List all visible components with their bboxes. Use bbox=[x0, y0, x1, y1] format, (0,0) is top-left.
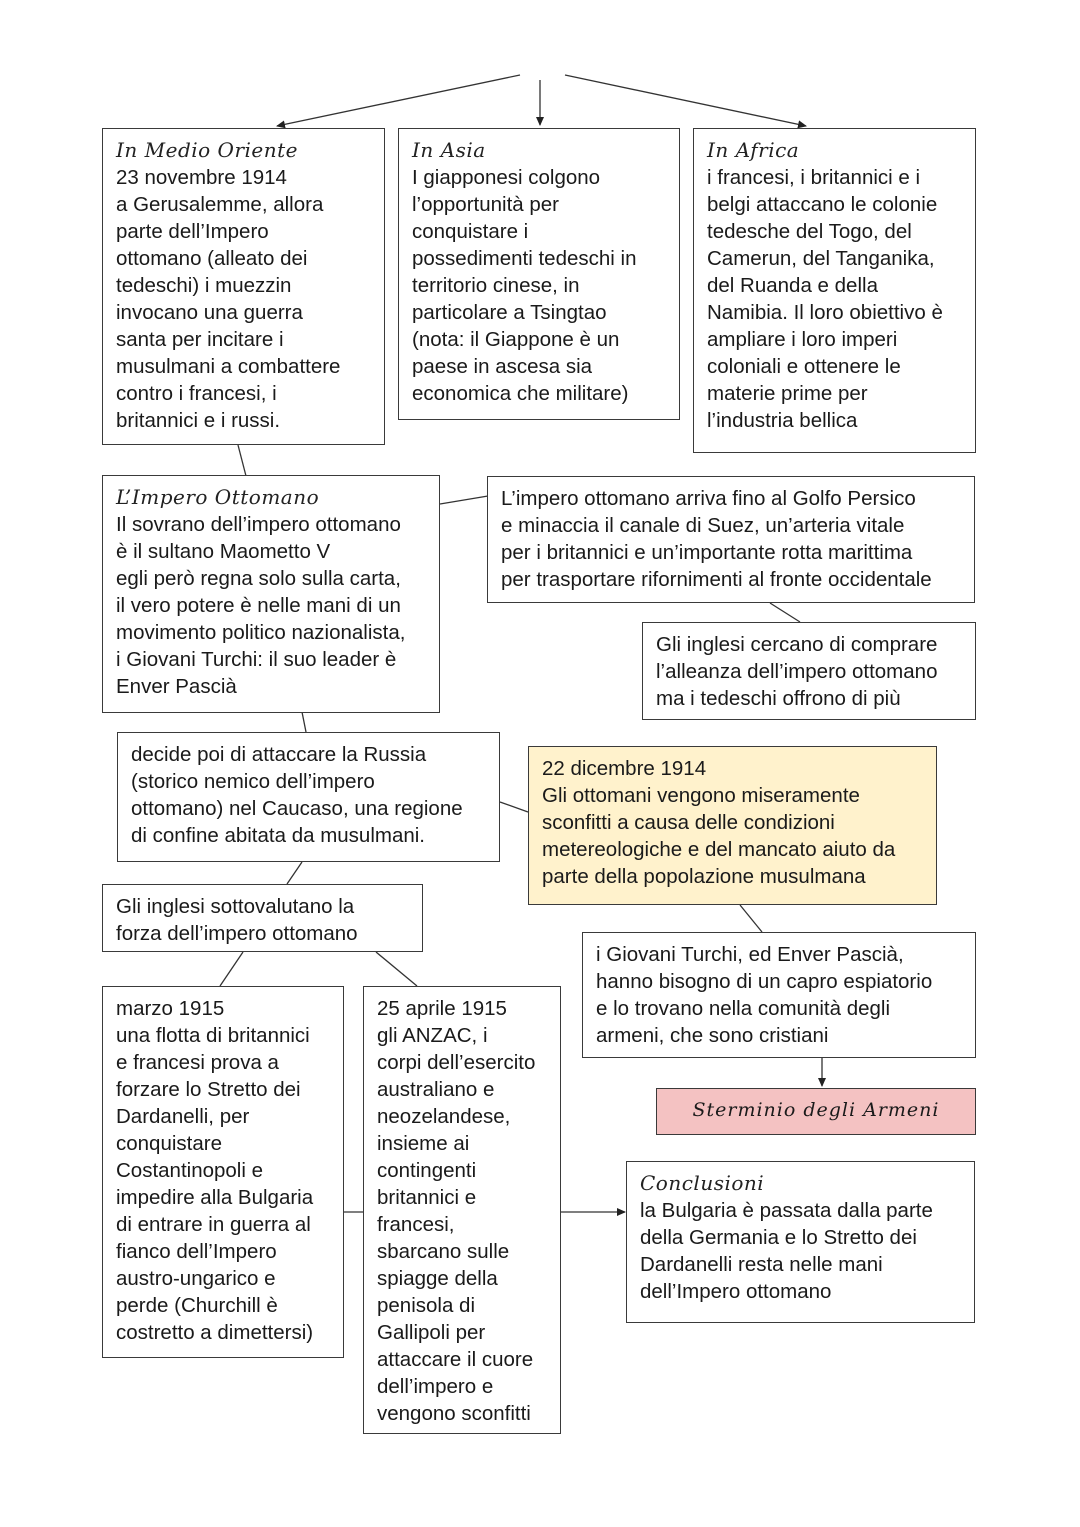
box-sottovalutano bbox=[102, 884, 423, 952]
box-golfo-persico-text: L’impero ottomano arriva fino al Golfo Persico e minaccia il canale di Suez, un’arteria vitale per i britannici e un’importante rotta marittima per trasportare rifornimenti al fronte occidentale bbox=[501, 487, 932, 591]
box-giovani-turchi-text: i Giovani Turchi, ed Enver Pascià, hanno bisogno di un capro espiatorio e lo trovano nella comunità degli armeni, che sono cristiani bbox=[596, 943, 933, 1047]
box-dicembre-1914 bbox=[528, 746, 937, 905]
box-medio-oriente-text: 23 novembre 1914 a Gerusalemme, allora parte dell’Impero ottomano (alleato dei tedeschi) i muezzin invocano una guerra santa per incitare i musulmani a combattere contro i francesi, i britannici e i russi. bbox=[116, 166, 341, 432]
line-impero-to-golfo bbox=[440, 496, 488, 504]
line-impero-to-russia bbox=[302, 712, 306, 732]
box-inglesi-comprare-text: Gli inglesi cercano di comprare l’alleanza dell’impero ottomano ma i tedeschi offrono di più bbox=[656, 633, 938, 710]
arrow-to-medio-oriente bbox=[277, 75, 520, 126]
line-russia-to-dicembre bbox=[500, 802, 528, 812]
box-sterminio-armeni-text: Sterminio degli Armeni bbox=[692, 1099, 940, 1121]
box-marzo-1915 bbox=[102, 986, 344, 1358]
box-sterminio-armeni bbox=[656, 1088, 976, 1135]
box-impero-ottomano bbox=[102, 475, 440, 713]
box-africa-title: In Africa bbox=[707, 138, 800, 162]
box-medio-oriente-title: In Medio Oriente bbox=[116, 138, 298, 162]
line-sottovalutano-to-aprile bbox=[376, 952, 417, 986]
box-aprile-1915-text: 25 aprile 1915 gli ANZAC, i corpi dell’esercito australiano e neozelandese, insieme ai contingenti britannici e francesi, sbarcano sulle spiagge della penisola di Gallipoli per attaccare il cuore dell’impero e vengono sconfitti bbox=[377, 997, 536, 1425]
box-conclusioni-title: Conclusioni bbox=[640, 1171, 765, 1195]
line-golfo-to-inglesi bbox=[770, 603, 800, 622]
arrow-to-africa bbox=[565, 75, 806, 126]
line-medio-to-impero bbox=[238, 445, 246, 476]
box-impero-ottomano-title: L’Impero Ottomano bbox=[116, 485, 320, 509]
box-medio-oriente bbox=[102, 128, 385, 445]
box-impero-ottomano-text: Il sovrano dell’impero ottomano è il sultano Maometto V egli però regna solo sulla carta, il vero potere è nelle mani di un movimento politico nazionalista, i Giovani Turchi: il suo leader è Enver Pascià bbox=[116, 513, 406, 698]
box-africa-text: i francesi, i britannici e i belgi attaccano le colonie tedesche del Togo, del Camerun, del Tanganika, del Ruanda e della Namibia. Il loro obiettivo è ampliare i loro imperi coloniali e ottenere le materie prime per l’industria bellica bbox=[707, 166, 943, 432]
box-asia bbox=[398, 128, 680, 420]
box-conclusioni-text: la Bulgaria è passata dalla parte della Germania e lo Stretto dei Dardanelli resta nelle mani dell’Impero ottomano bbox=[640, 1199, 933, 1303]
box-attaccare-russia-text: decide poi di attaccare la Russia (storico nemico dell’impero ottomano) nel Caucaso, una regione di confine abitata da musulmani. bbox=[131, 743, 463, 847]
box-asia-text: I giapponesi colgono l’opportunità per conquistare i possedimenti tedeschi in territorio cinese, in particolare a Tsingtao (nota: il Giappone è un paese in ascesa sia economica che militare) bbox=[412, 166, 637, 405]
box-golfo-persico bbox=[487, 476, 975, 603]
box-inglesi-comprare bbox=[642, 622, 976, 720]
line-sottovalutano-to-marzo bbox=[220, 952, 243, 986]
box-giovani-turchi bbox=[582, 932, 976, 1058]
box-marzo-1915-text: marzo 1915 una flotta di britannici e francesi prova a forzare lo Stretto dei Dardanelli, per conquistare Costantinopoli e impedire alla Bulgaria di entrare in guerra al fianco dell’Impero austro-ungarico e perde (Churchill è costretto a dimettersi) bbox=[116, 997, 314, 1344]
line-dicembre-to-giovani bbox=[740, 905, 762, 932]
line-russia-to-sottovalutano bbox=[287, 862, 302, 884]
box-attaccare-russia bbox=[117, 732, 500, 862]
box-africa bbox=[693, 128, 976, 453]
box-dicembre-1914-text: 22 dicembre 1914 Gli ottomani vengono miseramente sconfitti a causa delle condizioni metereologiche e del mancato aiuto da parte della popolazione musulmana bbox=[542, 757, 896, 888]
box-sottovalutano-text: Gli inglesi sottovalutano la forza dell’impero ottomano bbox=[116, 895, 358, 945]
box-asia-title: In Asia bbox=[412, 138, 486, 162]
box-aprile-1915 bbox=[363, 986, 561, 1434]
box-conclusioni bbox=[626, 1161, 975, 1323]
